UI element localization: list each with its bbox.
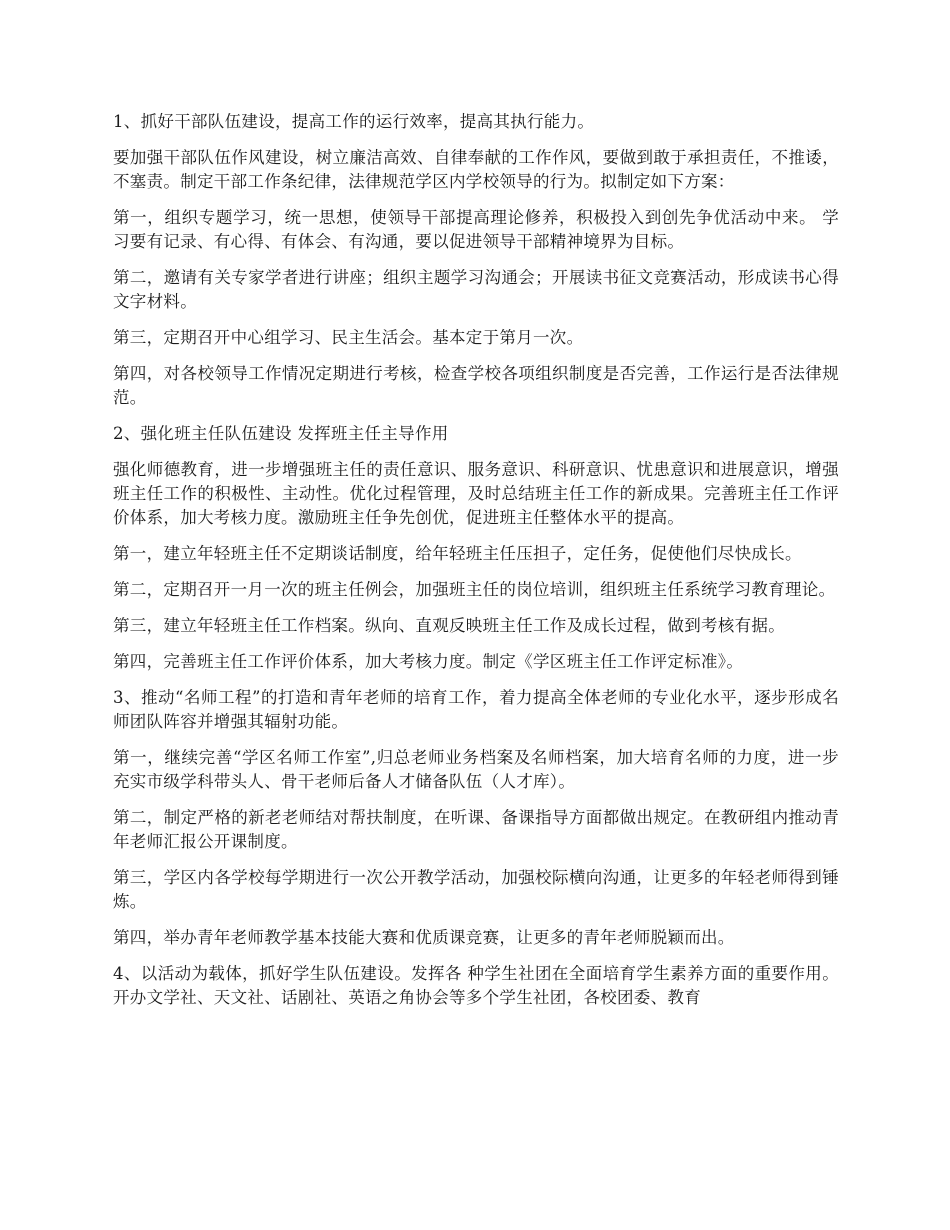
- paragraph: 第四，举办青年老师教学基本技能大赛和优质课竞赛，让更多的青年老师脱颖而出。: [113, 928, 735, 947]
- section-3-heading: 3、推动“名师工程”的打造和青年老师的培育工作，着力提高全体老师的专业化水平，逐步形成名师团队阵容并增强其辐射功能。: [113, 688, 839, 731]
- section-1-heading: 1、抓好干部队伍建设，提高工作的运行效率，提高其执行能力。: [113, 112, 595, 131]
- paragraph: 第三，学区内各学校每学期进行一次公开教学活动，加强校际横向沟通，让更多的年轻老师得到锤炼。: [113, 868, 839, 911]
- paragraph: 第四，完善班主任工作评价体系，加大考核力度。制定《学区班主任工作评定标准》。: [113, 652, 744, 671]
- paragraph: 第三，建立年轻班主任工作档案。纵向、直观反映班主任工作及成长过程，做到考核有据。: [113, 616, 785, 635]
- paragraph: 第三，定期召开中心组学习、民主生活会。基本定于第月一次。: [113, 328, 584, 347]
- paragraph: 第一，继续完善“学区名师工作室”,归总老师业务档案及名师档案，加大培育名师的力度，进一步充实市级学科带头人、骨干老师后备人才储备队伍（人才库）。: [113, 748, 839, 791]
- paragraph: 第四，对各校领导工作情况定期进行考核，检查学校各项组织制度是否完善，工作运行是否法律规范。: [113, 364, 839, 407]
- section-4-heading: 4、以活动为载体，抓好学生队伍建设。发挥各 种学生社团在全面培育学生素养方面的重要作用。开办文学社、天文社、话剧社、英语之角协会等多个学生社团，各校团委、教育: [113, 964, 839, 1007]
- paragraph: 强化师德教育，进一步增强班主任的责任意识、服务意识、科研意识、忧患意识和进展意识，增强班主任工作的积极性、主动性。优化过程管理，及时总结班主任工作的新成果。完善班主任工作评价体系，加大考核力度。激励班主任争先创优，促进班主任整体水平的提高。: [113, 460, 839, 527]
- paragraph: 第一，组织专题学习，统一思想，使领导干部提高理论修养，积极投入到创先争优活动中来。 学习要有记录、有心得、有体会、有沟通，要以促进领导干部精神境界为目标。: [113, 208, 839, 251]
- section-2-heading: 2、强化班主任队伍建设 发挥班主任主导作用: [113, 424, 449, 443]
- document-body: [113, 110, 839, 1022]
- paragraph: 要加强干部队伍作风建设，树立廉洁高效、自律奉献的工作作风，要做到敢于承担责任，不推诿，不塞责。制定干部工作条纪律，法律规范学区内学校领导的行为。拟制定如下方案：: [113, 148, 839, 191]
- paragraph: 第二，定期召开一月一次的班主任例会，加强班主任的岗位培训，组织班主任系统学习教育理论。: [113, 580, 836, 599]
- paragraph: 第二，邀请有关专家学者进行讲座；组织主题学习沟通会；开展读书征文竞赛活动，形成读书心得文字材料。: [113, 268, 839, 311]
- paragraph: 第一，建立年轻班主任不定期谈话制度，给年轻班主任压担子，定任务，促使他们尽快成长。: [113, 544, 802, 563]
- paragraph: 第二，制定严格的新老老师结对帮扶制度，在听课、备课指导方面都做出规定。在教研组内推动青年老师汇报公开课制度。: [113, 808, 839, 851]
